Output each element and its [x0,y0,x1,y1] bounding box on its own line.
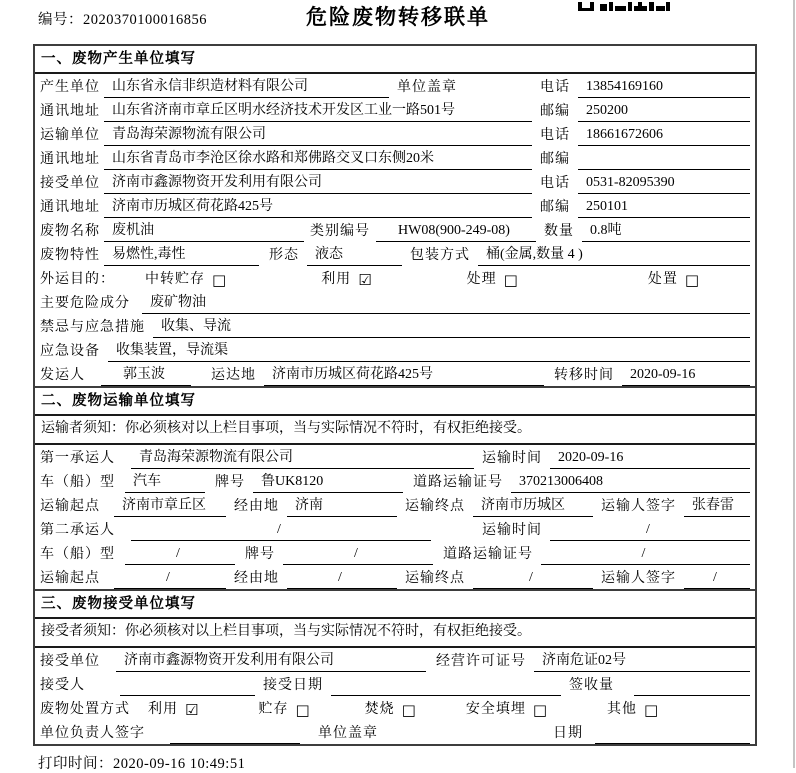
row-vehicle1 [35,469,755,493]
print-time [38,752,796,773]
transfer-time-value: 2020-09-16 [622,367,750,386]
waste-character-value: 易燃性,毒性 [104,243,259,266]
purpose-transfer-checkbox: □ [212,271,227,289]
row-waste-character [35,242,755,266]
row-responsible-signature [35,720,755,744]
section-producer [33,44,757,388]
row-producer-address [35,98,755,122]
vehicle1-plate-value: 鲁UK8120 [253,470,403,493]
route1-via-value: 济南 [287,494,397,517]
document-header [0,0,796,44]
receiver-zip-label: 邮编 [540,200,570,215]
route2-via-value: / [287,570,397,589]
transport-time2-label: 运输时间 [482,523,542,538]
receiver-value: 济南市鑫源物资开发利用有限公司 [104,171,532,194]
transporter-phone-label: 电话 [540,128,570,143]
transport-notice: 运输者须知：你必须核对以上栏目事项，当与实际情况不符时，有权拒绝接受。 [35,416,755,445]
acceptor-value [120,693,255,696]
transporter-address-label: 通讯地址 [40,152,100,167]
route1-end-value: 济南市历城区 [473,494,593,517]
row-receiving-unit [35,648,755,672]
responsible-signature-label: 单位负责人签字 [40,726,145,741]
vehicle1-license-value: 370213006408 [511,474,750,493]
disposal-incinerate-checkbox: □ [401,701,416,719]
emergency-equipment-label: 应急设备 [40,344,100,359]
section-producer-title: 一、废物产生单位填写 [35,46,755,74]
purpose-treat-checkbox: □ [503,271,518,289]
producer-phone-label: 电话 [540,80,570,95]
vehicle1-license-label: 道路运输证号 [413,475,503,490]
seal-date-value [595,741,750,744]
waste-packing-value: 桶(金属,数量 4 ) [478,243,750,266]
seal-date-label: 日期 [553,726,583,741]
row-taboo-measures [35,314,755,338]
acceptor-label: 接受人 [40,678,85,693]
business-license-value: 济南危证02号 [534,649,750,672]
hazard-component-value: 废矿物油 [142,291,750,314]
producer-label: 产生单位 [40,80,100,95]
disposal-store-checkbox: □ [295,701,310,719]
waste-packing-label: 包装方式 [410,248,470,263]
vehicle2-license-label: 道路运输证号 [443,547,533,562]
waste-category-value: HW08(900-249-08) [376,223,536,242]
row-acceptor [35,672,755,696]
receiver-address-label: 通讯地址 [40,200,100,215]
emergency-equipment-value: 收集装置，导流渠 [108,339,750,362]
waste-form-label: 形态 [269,248,299,263]
section-transport-title: 二、废物运输单位填写 [35,388,755,416]
first-carrier-value: 青岛海荣源物流有限公司 [131,446,474,469]
vehicle1-plate-label: 牌号 [215,475,245,490]
purpose-label: 外运目的： [40,272,115,287]
waste-name-label: 废物名称 [40,224,100,239]
row-purpose [35,266,755,290]
vehicle2-type-value: / [125,546,235,565]
vehicle2-plate-label: 牌号 [245,547,275,562]
disposal-utilize-label: 利用 [148,702,178,717]
disposal-incinerate-label: 焚烧 [364,702,395,717]
purpose-utilize-checkbox: ☑ [358,271,372,289]
row-emergency-equipment [35,338,755,362]
row-receiver [35,170,755,194]
route1-sign-label: 运输人签字 [601,499,676,514]
route2-sign-label: 运输人签字 [601,571,676,586]
receiver-notice: 接受者须知：你必须核对以上栏目事项，当与实际情况不符时，有权拒绝接受。 [35,619,755,648]
route2-start-label: 运输起点 [40,571,100,586]
receiver-phone-label: 电话 [540,176,570,191]
accept-date-label: 接受日期 [263,678,323,693]
disposal-other-label: 其他 [607,702,638,717]
producer-seal-label: 单位盖章 [397,80,457,95]
row-disposal-method [35,696,755,720]
receiving-unit-value: 济南市鑫源物资开发利用有限公司 [116,649,426,672]
vehicle2-license-value: / [541,546,750,565]
producer-address-value: 山东省济南市章丘区明水经济技术开发区工业一路501号 [104,99,532,122]
hazard-component-label: 主要危险成分 [40,296,130,311]
purpose-dispose-checkbox: □ [684,271,700,289]
route2-end-label: 运输终点 [405,571,465,586]
vehicle1-type-value: 汽车 [125,470,205,493]
waste-character-label: 废物特性 [40,248,100,263]
business-license-label: 经营许可证号 [436,654,526,669]
disposal-landfill-label: 安全填埋 [465,702,526,717]
second-carrier-label: 第二承运人 [40,523,115,538]
transporter-label: 运输单位 [40,128,100,143]
disposal-utilize-checkbox: ☑ [185,701,199,719]
route2-sign-value: / [684,570,750,589]
page-edge-line [793,0,795,768]
signed-qty-label: 签收量 [569,678,614,693]
taboo-measures-label: 禁忌与应急措施 [40,320,145,335]
waste-name-value: 废机油 [104,219,304,242]
accept-date-value [331,693,561,696]
first-carrier-label: 第一承运人 [40,451,115,466]
transporter-zip-value [578,167,750,170]
transport-time2-value: / [550,522,750,541]
row-dispatch [35,362,755,386]
document-number-value: 2020370100016856 [83,12,207,28]
signed-qty-value [634,693,750,696]
taboo-measures-value: 收集、导流 [153,315,750,338]
vehicle1-type-label: 车（船）型 [40,475,115,490]
print-time-label: 打印时间： [38,756,113,772]
waste-qty-label: 数量 [544,224,574,239]
disposal-method-label: 废物处置方式 [40,702,130,717]
receiver-zip-value: 250101 [578,199,750,218]
purpose-transfer-label: 中转贮存 [145,272,205,287]
route2-start-value: / [114,570,226,589]
producer-zip-value: 250200 [578,103,750,122]
receiver-label: 接受单位 [40,176,100,191]
producer-address-label: 通讯地址 [40,104,100,119]
transfer-time-label: 转移时间 [554,368,614,383]
route1-sign-value: 张春雷 [684,494,750,517]
document-number-label: 编号： [38,12,83,28]
waste-category-label: 类别编号 [310,224,370,239]
disposal-store-label: 贮存 [258,702,289,717]
vehicle2-type-label: 车（船）型 [40,547,115,562]
row-vehicle2 [35,541,755,565]
unit-seal-label: 单位盖章 [318,726,378,741]
producer-zip-label: 邮编 [540,104,570,119]
row-receiver-address [35,194,755,218]
disposal-landfill-checkbox: □ [532,701,548,719]
route1-end-label: 运输终点 [405,499,465,514]
purpose-utilize-label: 利用 [321,272,352,287]
destination-value: 济南市历城区荷花路425号 [264,363,544,386]
transporter-zip-label: 邮编 [540,152,570,167]
route1-via-label: 经由地 [234,499,279,514]
receiver-address-value: 济南市历城区荷花路425号 [104,195,532,218]
row-waste-name [35,218,755,242]
section-receiver-title: 三、废物接受单位填写 [35,591,755,619]
route2-via-label: 经由地 [234,571,279,586]
receiving-unit-label: 接受单位 [40,654,100,669]
row-route2 [35,565,755,589]
receiver-phone-value: 0531-82095390 [578,175,750,194]
row-transporter-address [35,146,755,170]
row-producer [35,74,755,98]
vehicle2-plate-value: / [283,546,433,565]
transporter-phone-value: 18661672606 [578,127,750,146]
producer-phone-value: 13854169160 [578,79,750,98]
transport-time1-label: 运输时间 [482,451,542,466]
disposal-other-checkbox: □ [644,701,659,719]
route1-start-label: 运输起点 [40,499,100,514]
row-hazard-component [35,290,755,314]
print-time-value: 2020-09-16 10:49:51 [113,756,246,772]
row-second-carrier [35,517,755,541]
producer-value: 山东省永信非织造材料有限公司 [104,75,389,98]
route2-end-value: / [473,570,593,589]
purpose-treat-label: 处理 [466,272,497,287]
section-transport [33,386,757,591]
page-title: 危险废物转移联单 [306,5,490,29]
waste-form-value: 液态 [307,243,402,266]
row-transporter [35,122,755,146]
responsible-signature-value [170,741,300,744]
transporter-address-value: 山东省青岛市李沧区徐水路和郑佛路交叉口东侧20米 [104,147,532,170]
section-receiver [33,589,757,746]
second-carrier-value: / [131,522,431,541]
row-first-carrier [35,445,755,469]
dispatcher-label: 发运人 [40,368,85,383]
transporter-value: 青岛海荣源物流有限公司 [104,123,532,146]
dispatcher-value: 郭玉波 [101,363,191,386]
route1-start-value: 济南市章丘区 [114,494,226,517]
purpose-dispose-label: 处置 [647,272,678,287]
destination-label: 运达地 [211,368,256,383]
transport-time1-value: 2020-09-16 [550,450,750,469]
waste-qty-value: 0.8吨 [582,219,750,242]
row-route1 [35,493,755,517]
